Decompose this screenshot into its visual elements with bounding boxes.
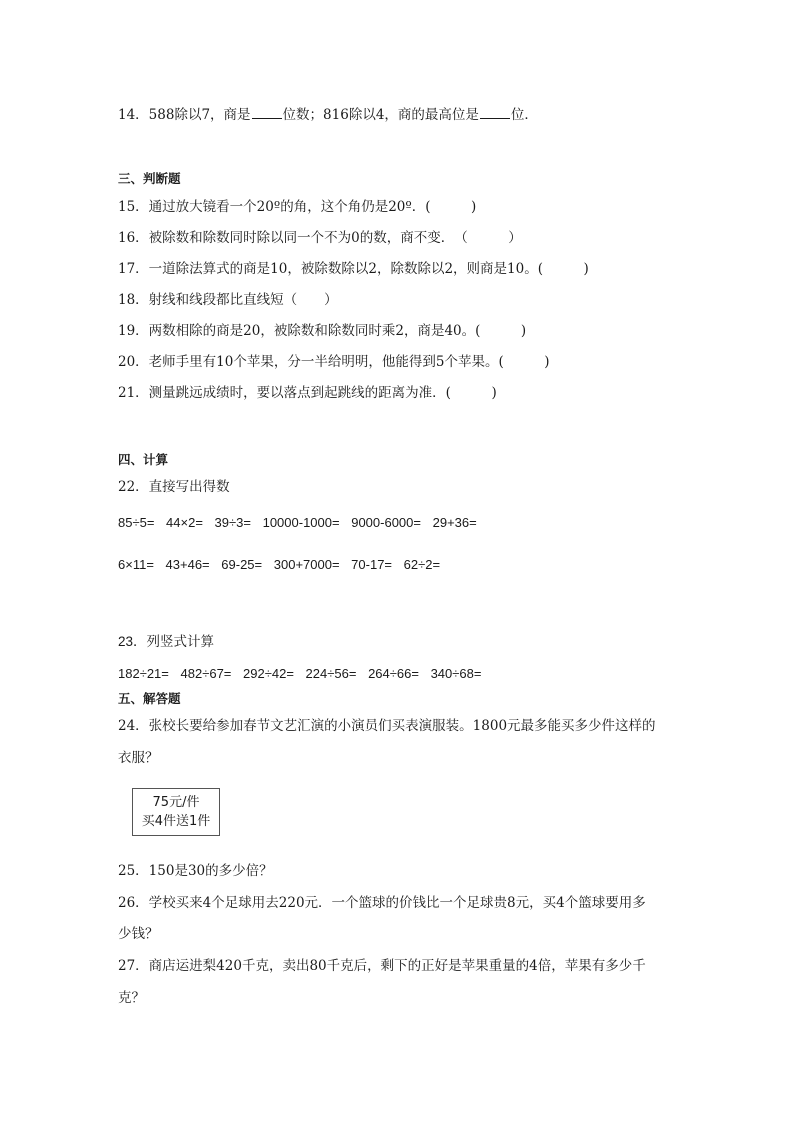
q23-row [118,665,489,683]
calc-item: 29+36= [432,515,477,530]
calc-item: 300+7000= [273,557,340,572]
question-26-line-1: 26．学校买来4个足球用去220元．一个篮球的价钱比一个足球贵8元，买4个篮球要用多 [118,895,646,911]
calc-item: 69-25= [221,557,263,572]
question-26-line-2: 少钱？ [118,926,159,942]
calc-item: 62÷2= [403,557,441,572]
calc-item: 340÷68= [430,666,482,681]
question-27-line-2: 克？ [118,990,145,1006]
q14-part-a: 14．588除以7，商是 [118,107,251,123]
question-21: 21．测量跳远成绩时，要以落点到起跳线的距离为准．( ) [118,385,497,401]
answer-blank[interactable] [252,106,282,119]
q14-part-c: 位． [510,107,538,123]
calc-item: 70-17= [351,557,393,572]
section-heading-judge: 三、判断题 [118,171,181,186]
calc-item: 44×2= [166,515,203,530]
question-17: 17．一道除法算式的商是10，被除数除以2，除数除以2，则商是10。( ) [118,261,589,277]
calc-item: 224÷56= [305,666,357,681]
calc-item: 85÷5= [118,515,155,530]
question-14 [118,106,538,124]
question-18: 18．射线和线段都比直线短（ ） [118,292,338,308]
question-24-line-2: 衣服？ [118,750,159,766]
question-25: 25．150是30的多少倍？ [118,863,273,879]
calc-item: 182÷21= [118,666,169,681]
question-15: 15．通过放大镜看一个20º的角，这个角仍是20º．( ) [118,199,477,215]
calc-item: 39÷3= [214,515,251,530]
question-24-line-1: 24．张校长要给参加春节文艺汇演的小演员们买表演服装。1800元最多能买多少件这样的 [118,718,656,734]
promo-line: 买4件送1件 [141,814,211,829]
question-22-title: 22．直接写出得数 [118,479,230,495]
calc-item: 482÷67= [180,666,232,681]
calc-item: 6×11= [118,557,154,572]
calc-item: 264÷66= [368,666,419,681]
answer-blank[interactable] [480,106,510,119]
section-heading-calc: 四、计算 [118,452,169,467]
q22-row-2 [118,556,448,574]
calc-item: 43+46= [165,557,210,572]
q14-part-b: 位数；816除以4，商的最高位是 [282,107,479,123]
question-23-title: 23．列竖式计算 [118,634,215,649]
question-27-line-1: 27．商店运进梨420千克，卖出80千克后，剩下的正好是苹果重量的4倍，苹果有多少千 [118,958,646,974]
question-16: 16．被除数和除数同时除以同一个不为0的数，商不变． （ ） [118,230,522,246]
calc-item: 10000-1000= [262,515,340,530]
calc-item: 292÷42= [243,666,294,681]
question-19: 19．两数相除的商是20，被除数和除数同时乘2，商是40。( ) [118,323,527,339]
price-line: 75元/件 [152,795,200,810]
price-box [132,788,220,836]
q22-row-1 [118,514,485,532]
question-20: 20．老师手里有10个苹果，分一半给明明，他能得到5个苹果。( ) [118,354,550,370]
section-heading-solve: 五、解答题 [118,691,181,706]
calc-item: 9000-6000= [351,515,421,530]
